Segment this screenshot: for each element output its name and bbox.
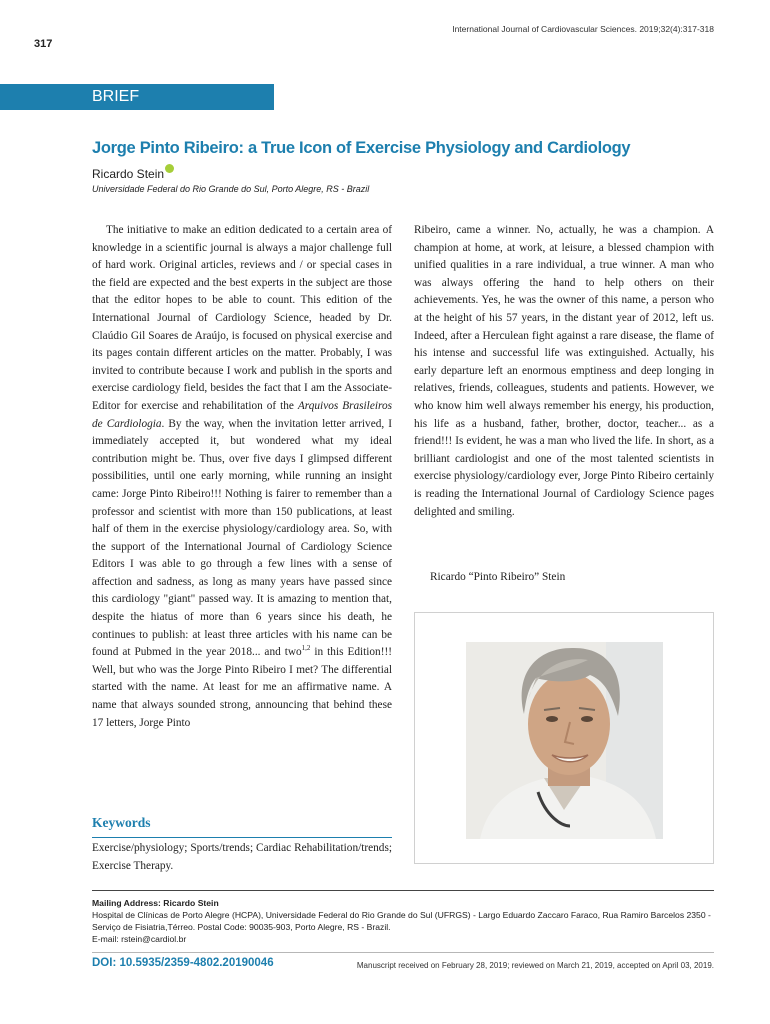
article-title: Jorge Pinto Ribeiro: a True Icon of Exercise Physiology and Cardiology [92, 139, 631, 157]
photo-frame [414, 612, 714, 864]
body-text-intro: The initiative to make an edition dedicated to a certain area of knowledge in a scientific journal is always a major challenge full of hard work. Original articles, reviews and / or special cases in the field are expected and the best experts in the subject are those that the editor hopes to be able to count. This edition of the International Journal of Cardiology Science, headed by Dr. Claúdio Gil Soares de Araújo, is focused on physical exercise and its pages contain different articles on the matter. Probably, I was invited to contribute because I work and publish in the sports and exercise cardiology field, besides the fact that I am the Associate-Editor for exercise and rehabilitation of the [92, 224, 392, 412]
body-text-end: in this Edition!!! Well, but who was the Jorge Pinto Ribeiro I met? The differential started with the name. At least for me an affirmative name. A name that always sounded strong, announcing that behind these 17 letters, Jorge Pinto [92, 646, 392, 729]
bottom-divider [92, 952, 714, 953]
doi-link[interactable]: DOI: 10.5935/2359-4802.20190046 [92, 957, 274, 969]
journal-name: Arquivos Brasileiros de Cardiologia [92, 399, 392, 430]
author-line [92, 164, 174, 181]
footer-divider [92, 890, 714, 891]
body-column-right [414, 222, 714, 521]
body-paragraph [92, 222, 392, 732]
signature: Ricardo “Pinto Ribeiro” Stein [430, 571, 566, 583]
body-column-left [92, 222, 392, 732]
affiliation: Universidade Federal do Rio Grande do Sul, Porto Alegre, RS - Brazil [92, 184, 370, 194]
mailing-heading: Mailing Address: Ricardo Stein [92, 898, 219, 908]
page-number: 317 [34, 38, 53, 50]
journal-citation-header: International Journal of Cardiovascular Sciences. 2019;32(4):317-318 [452, 24, 714, 34]
keywords-heading: Keywords [92, 815, 392, 838]
section-banner: BRIEF COMMUNICATION [0, 84, 274, 110]
portrait-photo [466, 642, 663, 839]
body-paragraph-continued: Ribeiro, came a winner. No, actually, he was a champion. A champion at home, at work, at leisure, a blessed champion with unified qualities in a rare individual, a true winner. A man who was always offering the hand to help others on their achievements. Yes, he was the owner of this name, a person who at the height of his 57 years, in the distant year of 2012, left us. Indeed, after a Herculean fight against a rare disease, the flame of his intense and successful life was extinguished. Actually, his early departure left an enormous emptiness and deep longing in relatives, friends, colleagues, students and patients. However, we who know him well always remember his energy, his production, his life as a husband, father, brother, doctor, teacher... as a friend!!! Is evident, he was a man who lived the life. In short, as a brilliant cardiologist and one of the most talented scientists in exercise physiology/cardiology ever, Jorge Pinto Ribeiro certainly is reading the International Journal of Cardiology Science pages delighted and smiling. [414, 224, 714, 518]
body-text-middle: . By the way, when the invitation letter arrived, I immediately accepted it, but wondered what my ideal contribution might be. Thus, over five days I glimpsed different possibilities, until one early morning, while running an insight came: Jorge Pinto Ribeiro!!! Nothing is fairer to remember than a professor and scientist with more than 150 publications, at least half of them in the exercise physiology/cardiology area. So, with the support of the International Journal of Cardiology Science Editors I was able to go through a few lines with a sense of affection and sadness, as long as many years have passed since this cardiology "giant" passed way. It is amazing to mention that, despite the hiatus of more than 6 years since his death, he continues to publish: at least three articles with his name can be found at Pubmed in the year 2018... and two [92, 417, 392, 659]
mailing-address: Hospital de Clínicas de Porto Alegre (HCPA), Universidade Federal do Rio Grande do Sul (UFRGS) - Largo Eduardo Zaccaro Faraco, Rua Ramiro Barcelos 2350 - Serviço de Fisiatria,Térreo. Postal Code: 90035-903, Porto Alegre, RS - Brazil. [92, 910, 711, 932]
keywords-text: Exercise/physiology; Sports/trends; Cardiac Rehabilitation/trends; Exercise Therapy. [92, 842, 392, 872]
mailing-address-block [92, 897, 718, 945]
manuscript-dates: Manuscript received on February 28, 2019; reviewed on March 21, 2019, accepted on April 03, 2019. [356, 961, 714, 970]
orcid-icon[interactable] [165, 164, 174, 173]
citation-reference[interactable]: 1,2 [301, 644, 311, 653]
mailing-email[interactable]: E-mail: rstein@cardiol.br [92, 934, 187, 944]
author-name: Ricardo Stein [92, 167, 165, 181]
